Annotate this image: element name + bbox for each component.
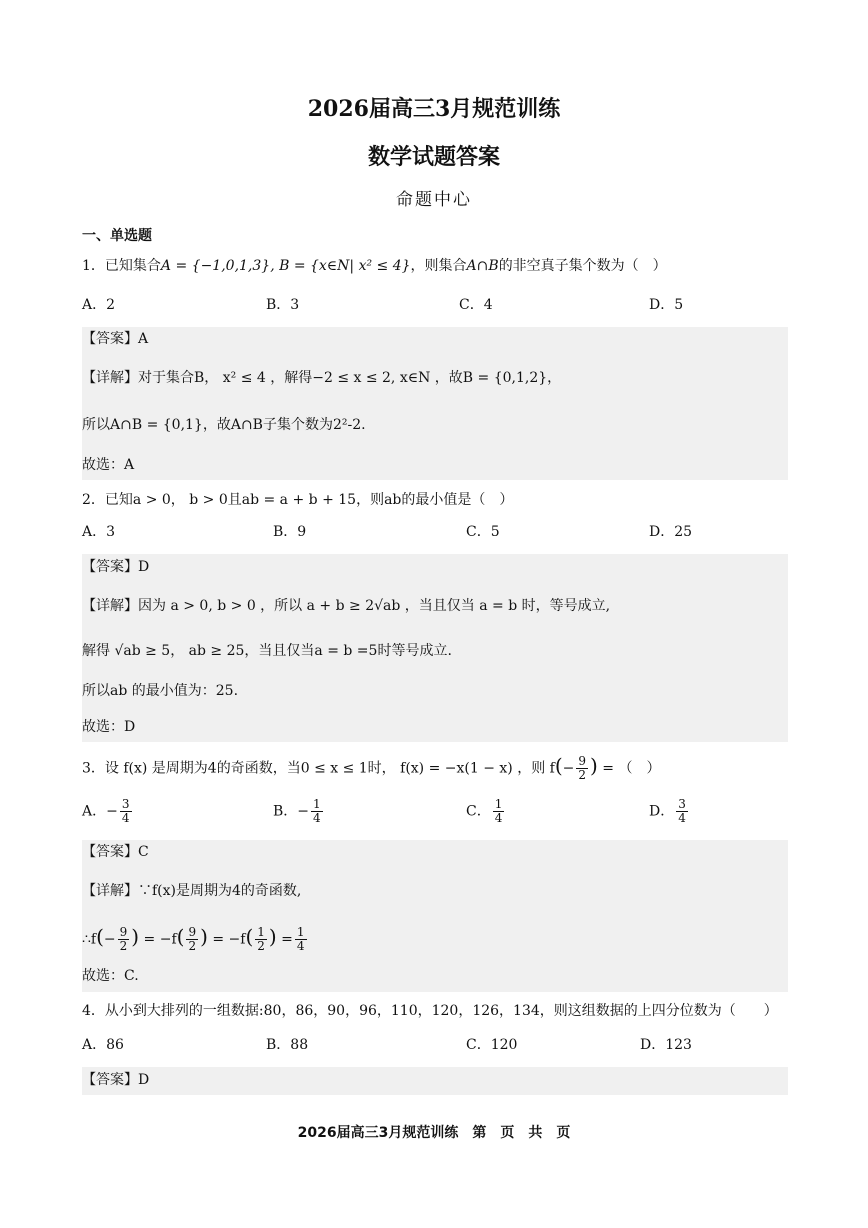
q4-option-d: D．123 [640, 1037, 692, 1053]
q1-option-c: C．4 [459, 297, 493, 313]
q3-option-b: B．− $\frac{1}{4}$ [273, 797, 321, 825]
q2-detail-2: 解得 √ab ≥ 5， ab ≥ 25，当且仅当a = b =5时等号成立. [82, 643, 452, 659]
q1-answer-block [82, 327, 788, 480]
q3-answer: 【答案】C [82, 844, 149, 860]
q3-stem: 3．设 f(x) 是周期为4的奇函数，当0 ≤ x ≤ 1时， f(x) = −x(1 − x) ，则 f(− $\frac{9}{2}$ ) = （ ） [82, 753, 661, 782]
q1-option-b: B．3 [266, 297, 300, 313]
q2-detail-1: 【详解】因为 a > 0, b > 0 ，所以 a + b ≥ 2√ab ，当且仅当 a = b 时，等号成立, [82, 598, 611, 614]
q2-option-a: A．3 [82, 524, 116, 540]
q1-option-a: A．2 [82, 297, 116, 313]
page-footer: 2026届高三3月规范训练 第 页 共 页 [297, 1125, 571, 1141]
document-subtitle: 数学试题答案 [367, 144, 500, 170]
q2-stem: 2．已知a > 0， b > 0且ab = a + b + 15，则ab的最小值是（ ） [82, 492, 514, 508]
author-line: 命题中心 [396, 190, 472, 210]
q1-answer: 【答案】A [82, 331, 149, 347]
q1-stem: 1．已知集合A = {−1,0,1,3}, B = {x∈N| x² ≤ 4}，则集合A∩B的非空真子集个数为（ ） [82, 258, 667, 274]
q1-detail-2: 所以A∩B = {0,1}，故A∩B子集个数为2²-2. [82, 417, 366, 433]
section-title: 一、单选题 [82, 228, 152, 244]
q2-conclusion: 故选：D [82, 719, 136, 735]
q4-answer: 【答案】D [82, 1072, 150, 1088]
q4-option-b: B．88 [266, 1037, 309, 1053]
q3-detail-2: ∴f(− $\frac{9}{2}$ ) = −f( $\frac{9}{2}$ ) = −f( $\frac{1}{2}$ ) = $\frac{1}{4}$ [82, 924, 305, 953]
q1-detail-1: 【详解】对于集合B， x² ≤ 4 ，解得−2 ≤ x ≤ 2, x∈N ，故B = {0,1,2}， [82, 370, 562, 386]
q4-option-a: A．86 [82, 1037, 124, 1053]
q3-option-c: C． $\frac{1}{4}$ [466, 797, 503, 825]
q3-answer-block [82, 840, 788, 992]
q4-stem: 4．从小到大排列的一组数据:80，86，90，96，110，120，126，134，则这组数据的上四分位数为（ ） [82, 1003, 778, 1019]
q2-option-d: D．25 [649, 524, 693, 540]
q1-conclusion: 故选：A [82, 457, 135, 473]
q3-option-a: A．− $\frac{3}{4}$ [82, 797, 130, 825]
q3-option-d: D． $\frac{3}{4}$ [649, 797, 686, 825]
q4-option-c: C．120 [466, 1037, 518, 1053]
q2-detail-3: 所以ab 的最小值为：25. [82, 683, 239, 699]
q2-option-b: B．9 [273, 524, 307, 540]
q3-conclusion: 故选：C. [82, 968, 139, 984]
q3-detail-1: 【详解】∵f(x)是周期为4的奇函数, [82, 883, 302, 899]
q2-option-c: C．5 [466, 524, 500, 540]
q4-answer-block [82, 1067, 788, 1095]
document-title: 2026届高三3月规范训练 [307, 96, 561, 122]
q1-option-d: D．5 [649, 297, 684, 313]
q2-answer: 【答案】D [82, 559, 150, 575]
